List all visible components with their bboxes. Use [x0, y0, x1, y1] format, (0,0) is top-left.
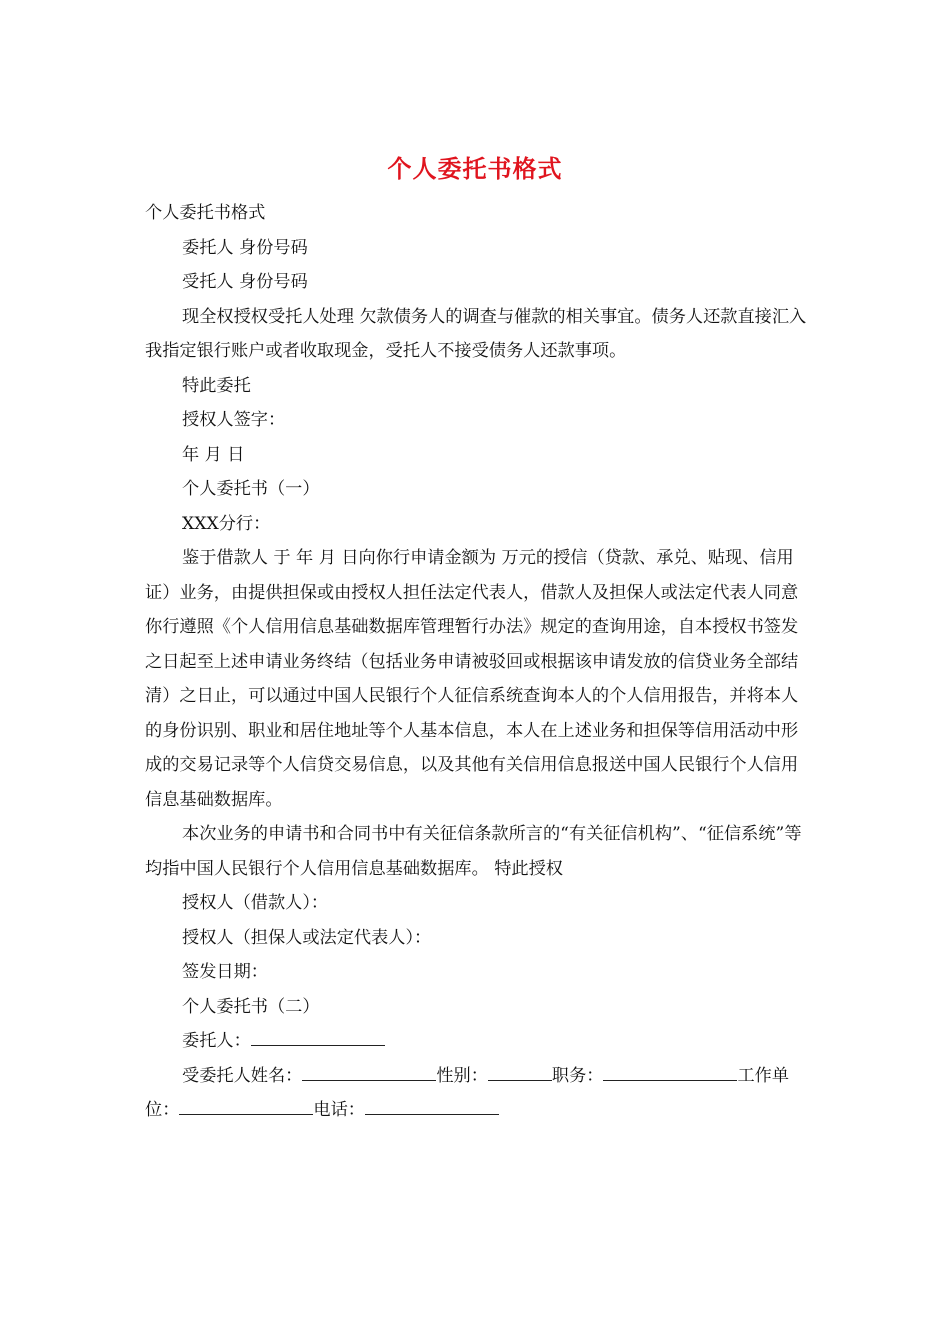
- paragraph-credit-inquiry: 鉴于借款人 于 年 月 日向你行申请金额为 万元的授信（贷款、承兑、贴现、信用证）业务，由提供担保或由授权人担任法定代表人，借款人及担保人或法定代表人同意你行遵照《个人信用信息基础数据库管理暂行办法》规定的查询用途，自本授权书签发之日起至上述申请业务终结（包括业务申请被驳回或根据该申请发放的信贷业务全部结清）之日止，可以通过中国人民银行个人征信系统查询本人的个人信用报告，并将本人的身份识别、职业和居住地址等个人基本信息，本人在上述业务和担保等信用活动中形成的交易记录等个人信贷交易信息，以及其他有关信用信息报送中国人民银行个人信用信息基础数据库。: [145, 548, 799, 810]
- gender-blank: [488, 1063, 552, 1081]
- paragraph-issue-date: 签发日期：: [182, 962, 268, 982]
- paragraph-client: 委托人 身份号码: [182, 237, 308, 258]
- phone-label: 电话：: [313, 1100, 365, 1120]
- form-trustee-row: [145, 1059, 807, 1128]
- paragraph-credit-system: 本次业务的申请书和合同书中有关征信条款所言的“有关征信机构”、“征信系统”等均指中国人民银行个人信用信息基础数据库。 特此授权: [145, 824, 802, 879]
- workplace-label: 工作单位：: [145, 1065, 790, 1120]
- section-heading-one: 个人委托书（一）: [182, 479, 320, 499]
- paragraph-authorizer-borrower: 授权人（借款人）：: [182, 893, 329, 913]
- workplace-blank: [179, 1097, 313, 1115]
- paragraph-heading: 个人委托书格式: [145, 203, 266, 223]
- document-title: 个人委托书格式: [387, 154, 563, 183]
- paragraph-signature: 授权人签字：: [182, 410, 286, 430]
- paragraph-hereby: 特此委托: [182, 375, 251, 396]
- trustee-name-label: 受委托人姓名：: [182, 1065, 303, 1086]
- paragraph-authorizer-guarantor: 授权人（担保人或法定代表人）：: [182, 927, 432, 948]
- document-body: [145, 196, 807, 1128]
- paragraph-branch: XXX分行：: [182, 513, 271, 534]
- position-blank: [603, 1063, 737, 1081]
- position-label: 职务：: [551, 1065, 604, 1086]
- client-blank: [251, 1028, 385, 1046]
- paragraph-authorization: 现全权授权受托人处理 欠款债务人的调查与催款的相关事宜。债务人还款直接汇入我指定银行账户或者收取现金，受托人不接受债务人还款事项。: [145, 306, 807, 361]
- paragraph-date: 年 月 日: [182, 444, 245, 465]
- trustee-name-blank: [302, 1063, 436, 1081]
- phone-blank: [365, 1097, 499, 1115]
- paragraph-trustee: 受托人 身份号码: [182, 272, 308, 292]
- gender-label: 性别：: [436, 1065, 488, 1086]
- client-label: 委托人：: [182, 1031, 251, 1051]
- form-client-row: [145, 1024, 807, 1059]
- section-heading-two: 个人委托书（二）: [182, 996, 320, 1017]
